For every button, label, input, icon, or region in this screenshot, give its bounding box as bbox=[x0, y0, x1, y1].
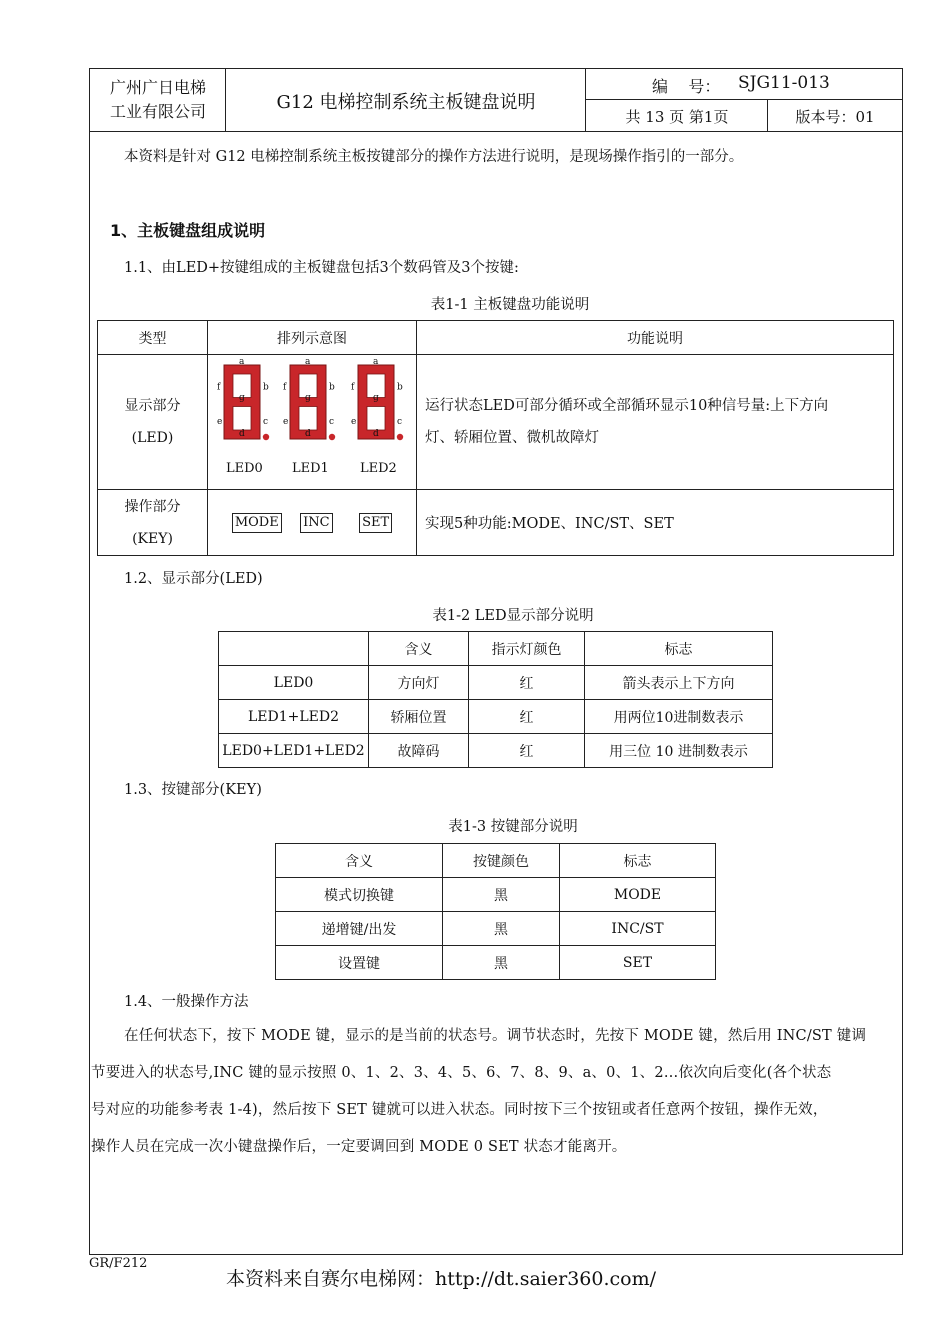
company-cell bbox=[90, 69, 226, 131]
segment-label-b: b bbox=[329, 382, 335, 393]
mode-key: MODE bbox=[232, 513, 282, 533]
led-label: LED1 bbox=[292, 461, 329, 476]
table-cell: 方向灯 bbox=[369, 666, 469, 700]
table-2-caption: 表1-2 LED显示部分说明 bbox=[432, 608, 594, 624]
led-digit-hole bbox=[233, 407, 251, 431]
table-3-caption: 表1-3 按键部分说明 bbox=[448, 819, 578, 835]
key-type-label: 操作部分 bbox=[124, 498, 181, 515]
page-count-cell bbox=[586, 100, 768, 131]
segment-label-b: b bbox=[263, 382, 269, 393]
segment-label-f: f bbox=[217, 382, 221, 393]
table-3-header-color: 按键颜色 bbox=[443, 844, 560, 878]
section-1-2-text: 1.2、显示部分(LED) bbox=[124, 571, 263, 587]
segment-label-d: d bbox=[305, 429, 311, 439]
segment-label-f: f bbox=[351, 382, 355, 393]
led-decimal-point bbox=[329, 434, 335, 440]
table-1-key-type bbox=[98, 490, 208, 556]
table-cell: LED0+LED1+LED2 bbox=[219, 734, 369, 768]
section-1-3-text: 1.3、按键部分(KEY) bbox=[124, 782, 262, 798]
segment-label-e: e bbox=[217, 417, 223, 428]
table-1-led-desc bbox=[417, 355, 894, 490]
table-cell: SET bbox=[560, 946, 716, 980]
document-header bbox=[89, 68, 903, 132]
table-1 bbox=[97, 320, 894, 556]
table-1-header-diagram: 排列示意图 bbox=[208, 321, 417, 355]
doc-number-value: SJG11-013 bbox=[738, 73, 830, 93]
segment-label-g: g bbox=[373, 393, 379, 403]
segment-label-c: c bbox=[397, 417, 403, 428]
table-cell: 用两位10进制数表示 bbox=[585, 700, 773, 734]
operation-paragraph bbox=[91, 1018, 901, 1166]
seven-segment-diagram bbox=[208, 355, 416, 490]
segment-label-f: f bbox=[283, 382, 287, 393]
table-3-header-row bbox=[276, 844, 716, 878]
company-line-2: 工业有限公司 bbox=[109, 102, 206, 121]
led-decimal-point bbox=[263, 434, 269, 440]
table-cell: 递增键/出发 bbox=[276, 912, 443, 946]
table-cell: 故障码 bbox=[369, 734, 469, 768]
table-cell: 黑 bbox=[443, 946, 560, 980]
table-1-key-desc: 实现5种功能:MODE、INC/ST、SET bbox=[417, 490, 894, 556]
form-code: GR/F212 bbox=[89, 1256, 148, 1271]
segment-label-d: d bbox=[373, 429, 379, 439]
company-line-1: 广州广日电梯 bbox=[109, 78, 206, 97]
table-cell: 用三位 10 进制数表示 bbox=[585, 734, 773, 768]
led-type-code: (LED) bbox=[131, 430, 174, 446]
led-label: LED2 bbox=[360, 461, 397, 476]
table-row bbox=[276, 912, 716, 946]
led-digit-hole bbox=[367, 407, 385, 431]
paragraph-line: 操作人员在完成一次小键盘操作后，一定要调回到 MODE 0 SET 状态才能离开。 bbox=[91, 1139, 627, 1155]
table-cell: LED0 bbox=[219, 666, 369, 700]
table-row bbox=[276, 878, 716, 912]
section-1-title: 1、主板键盘组成说明 bbox=[110, 221, 266, 240]
set-key: SET bbox=[359, 513, 392, 533]
section-1-1-text: 1.1、由LED+按键组成的主板键盘包括3个数码管及3个按键: bbox=[124, 260, 519, 276]
table-3 bbox=[275, 843, 716, 980]
segment-label-a: a bbox=[373, 357, 379, 367]
table-3-header-meaning: 含义 bbox=[276, 844, 443, 878]
table-1-row-key bbox=[98, 490, 894, 556]
table-3-header-mark: 标志 bbox=[560, 844, 716, 878]
table-cell: 红 bbox=[469, 666, 585, 700]
led-decimal-point bbox=[397, 434, 403, 440]
segment-label-e: e bbox=[283, 417, 289, 428]
segment-label-a: a bbox=[239, 357, 245, 367]
table-2-header-mark: 标志 bbox=[585, 632, 773, 666]
version: 版本号：01 bbox=[795, 108, 875, 126]
table-cell: 轿厢位置 bbox=[369, 700, 469, 734]
doc-number-label: 编 号： bbox=[652, 77, 721, 96]
segment-label-a: a bbox=[305, 357, 311, 367]
segment-label-g: g bbox=[305, 393, 311, 403]
document-title: G12 电梯控制系统主板键盘说明 bbox=[276, 92, 536, 113]
table-row bbox=[276, 946, 716, 980]
table-cell: 箭头表示上下方向 bbox=[585, 666, 773, 700]
table-1-header-type: 类型 bbox=[98, 321, 208, 355]
segment-label-c: c bbox=[329, 417, 335, 428]
table-row bbox=[219, 700, 773, 734]
table-1-led-type bbox=[98, 355, 208, 490]
led-type-label: 显示部分 bbox=[124, 398, 181, 414]
table-cell: 红 bbox=[469, 700, 585, 734]
segment-label-e: e bbox=[351, 417, 357, 428]
paragraph-line: 节要进入的状态号,INC 键的显示按照 0、1、2、3、4、5、6、7、8、9、a、0、1、2…依次向后变化(各个状态 bbox=[91, 1065, 832, 1081]
table-row bbox=[219, 666, 773, 700]
led-digit-hole bbox=[299, 407, 317, 431]
table-cell: 黑 bbox=[443, 878, 560, 912]
table-2-header-empty bbox=[219, 632, 369, 666]
table-1-caption: 表1-1 主板键盘功能说明 bbox=[430, 297, 590, 313]
paragraph-line: 号对应的功能参考表 1-4)，然后按下 SET 键就可以进入状态。同时按下三个按钮或者任意两个按钮，操作无效， bbox=[91, 1102, 828, 1118]
table-2 bbox=[218, 631, 773, 768]
intro-text: 本资料是针对 G12 电梯控制系统主板按键部分的操作方法进行说明，是现场操作指引的一部分。 bbox=[124, 149, 744, 165]
table-cell: 设置键 bbox=[276, 946, 443, 980]
led-desc-line-2: 灯、轿厢位置、微机故障灯 bbox=[425, 430, 599, 446]
segment-label-d: d bbox=[239, 429, 245, 439]
page-count: 共 13 页 第1页 bbox=[625, 108, 729, 126]
table-2-header-color: 指示灯颜色 bbox=[469, 632, 585, 666]
inc-key: INC bbox=[300, 513, 332, 533]
table-cell: INC/ST bbox=[560, 912, 716, 946]
table-cell: 模式切换键 bbox=[276, 878, 443, 912]
led-label: LED0 bbox=[226, 461, 263, 476]
table-2-header-meaning: 含义 bbox=[369, 632, 469, 666]
table-2-header-row bbox=[219, 632, 773, 666]
title-cell bbox=[226, 69, 586, 131]
table-cell: 黑 bbox=[443, 912, 560, 946]
source-footer: 本资料来自赛尔电梯网：http://dt.saier360.com/ bbox=[226, 1268, 656, 1290]
table-1-header-function: 功能说明 bbox=[417, 321, 894, 355]
segment-label-b: b bbox=[397, 382, 403, 393]
table-1-row-led bbox=[98, 355, 894, 490]
table-cell: MODE bbox=[560, 878, 716, 912]
led-desc-line-1: 运行状态LED可部分循环或全部循环显示10种信号量:上下方向 bbox=[425, 398, 829, 414]
key-diagram-cell bbox=[208, 490, 417, 556]
version-cell bbox=[768, 100, 902, 131]
table-cell: LED1+LED2 bbox=[219, 700, 369, 734]
segment-label-c: c bbox=[263, 417, 269, 428]
table-row bbox=[219, 734, 773, 768]
segment-label-g: g bbox=[239, 393, 245, 403]
doc-number-cell bbox=[586, 69, 902, 100]
table-1-header-row bbox=[98, 321, 894, 355]
led-diagram-cell bbox=[208, 355, 417, 490]
section-1-4-text: 1.4、一般操作方法 bbox=[124, 994, 249, 1010]
paragraph-line: 在任何状态下，按下 MODE 键，显示的是当前的状态号。调节状态时，先按下 MODE 键，然后用 INC/ST 键调 bbox=[124, 1028, 867, 1044]
company-name bbox=[90, 76, 226, 124]
table-cell: 红 bbox=[469, 734, 585, 768]
key-type-code: (KEY) bbox=[132, 530, 173, 547]
